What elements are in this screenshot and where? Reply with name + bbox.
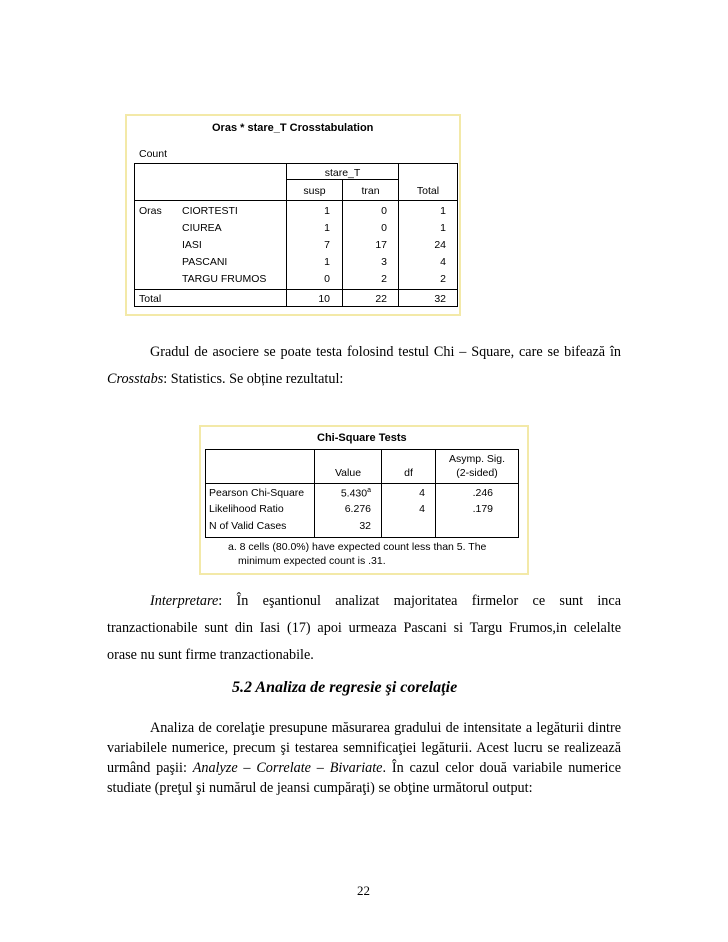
chi-square-title: Chi-Square Tests	[317, 432, 407, 444]
total-susp: 10	[318, 293, 330, 305]
paragraph-3	[107, 718, 621, 798]
total-row-label: Total	[139, 293, 162, 305]
chi-col-df: df	[404, 467, 413, 479]
chi-row-sig: .179	[472, 503, 493, 515]
paragraph-1-line-2: : Statistics. Se obține rezultatul:	[163, 371, 344, 387]
total-tran: 22	[375, 293, 387, 305]
paragraph-3-line-1: Analiza de corelaţie presupune măsurarea gradului de intensitate a legăturii dintre	[150, 720, 621, 736]
cell-total: 24	[434, 239, 446, 251]
paragraph-1	[107, 339, 621, 393]
cell-tran: 0	[381, 222, 387, 234]
chi-row-value: 32	[359, 520, 371, 532]
chi-footnote-1: a. 8 cells (80.0%) have expected count less than 5. The	[228, 541, 487, 553]
col-header-total: Total	[416, 185, 440, 197]
chi-footnote-2: minimum expected count is .31.	[238, 555, 386, 567]
row-label: TARGU FRUMOS	[182, 273, 267, 285]
chi-row-df: 4	[419, 487, 425, 499]
chi-square-table	[199, 425, 529, 575]
col-header-tran: tran	[361, 185, 380, 197]
chi-col-value: Value	[334, 467, 362, 479]
chi-row-label: N of Valid Cases	[209, 520, 287, 532]
chi-col-sig-2: (2-sided)	[456, 467, 498, 479]
paragraph-2	[107, 588, 621, 669]
cell-tran: 17	[375, 239, 387, 251]
cell-tran: 3	[381, 256, 387, 268]
chi-row-label: Pearson Chi-Square	[209, 487, 305, 499]
paragraph-3-line-4: studiate (preţul şi numărul de jeansi cumpăraţi) se obţine următorul output:	[107, 780, 533, 796]
cell-tran: 2	[381, 273, 387, 285]
paragraph-2-line-1: : În eşantionul analizat majoritatea firmelor ce sunt inca	[218, 593, 621, 609]
chi-row-value	[315, 487, 371, 500]
chi-row-label: Likelihood Ratio	[209, 503, 284, 515]
paragraph-1-line-1: Gradul de asociere se poate testa folosind testul Chi – Square, care se bifează în	[150, 344, 621, 360]
crosstabs-term: Crosstabs	[107, 371, 164, 387]
paragraph-3-line-3b: . În cazul celor două variabile numerice	[382, 760, 621, 776]
row-label: PASCANI	[182, 256, 228, 268]
cell-total: 2	[440, 273, 446, 285]
cell-susp: 1	[324, 222, 330, 234]
cell-total: 1	[440, 205, 446, 217]
chi-row-df: 4	[419, 503, 425, 515]
paragraph-3-line-2: variabilele numerice, precum şi testarea semnificaţiei legăturii. Acest lucru se realizează	[107, 740, 621, 756]
paragraph-2-line-2: tranzactionabile sunt din Iasi (17) apoi urmeaza Pascani si Targu Frumos,in celelalte	[107, 620, 621, 636]
row-label: IASI	[182, 239, 202, 251]
col-header-susp: susp	[303, 185, 326, 197]
chi-value-sup: a	[367, 487, 371, 494]
row-label: CIORTESTI	[182, 205, 238, 217]
cell-susp: 1	[324, 256, 330, 268]
col-group-header: stare_T	[324, 167, 361, 179]
crosstab-subtitle: Count	[139, 148, 168, 160]
paragraph-2-line-3: orase nu sunt firme tranzactionabile.	[107, 647, 314, 663]
chi-row-value: 6.276	[344, 503, 371, 515]
page-number: 22	[357, 883, 370, 898]
row-label: CIUREA	[182, 222, 222, 234]
cell-total: 1	[440, 222, 446, 234]
cell-susp: 0	[324, 273, 330, 285]
chi-col-sig-1: Asymp. Sig.	[448, 453, 506, 465]
section-heading: 5.2 Analiza de regresie şi corelaţie	[232, 679, 458, 696]
interpretare-term: Interpretare	[150, 593, 219, 609]
cell-total: 4	[440, 256, 446, 268]
cell-susp: 7	[324, 239, 330, 251]
cell-tran: 0	[381, 205, 387, 217]
row-var-label: Oras	[139, 205, 162, 217]
total-total: 32	[434, 293, 446, 305]
paragraph-3-line-3a: urmând paşii:	[107, 760, 193, 776]
cell-susp: 1	[324, 205, 330, 217]
chi-row-sig: .246	[472, 487, 493, 499]
chi-value-text: 5.430	[340, 487, 368, 500]
crosstab-table	[125, 114, 461, 316]
crosstab-title: Oras * stare_T Crosstabulation	[212, 122, 374, 134]
menu-path-term: Analyze – Correlate – Bivariate	[192, 760, 383, 776]
